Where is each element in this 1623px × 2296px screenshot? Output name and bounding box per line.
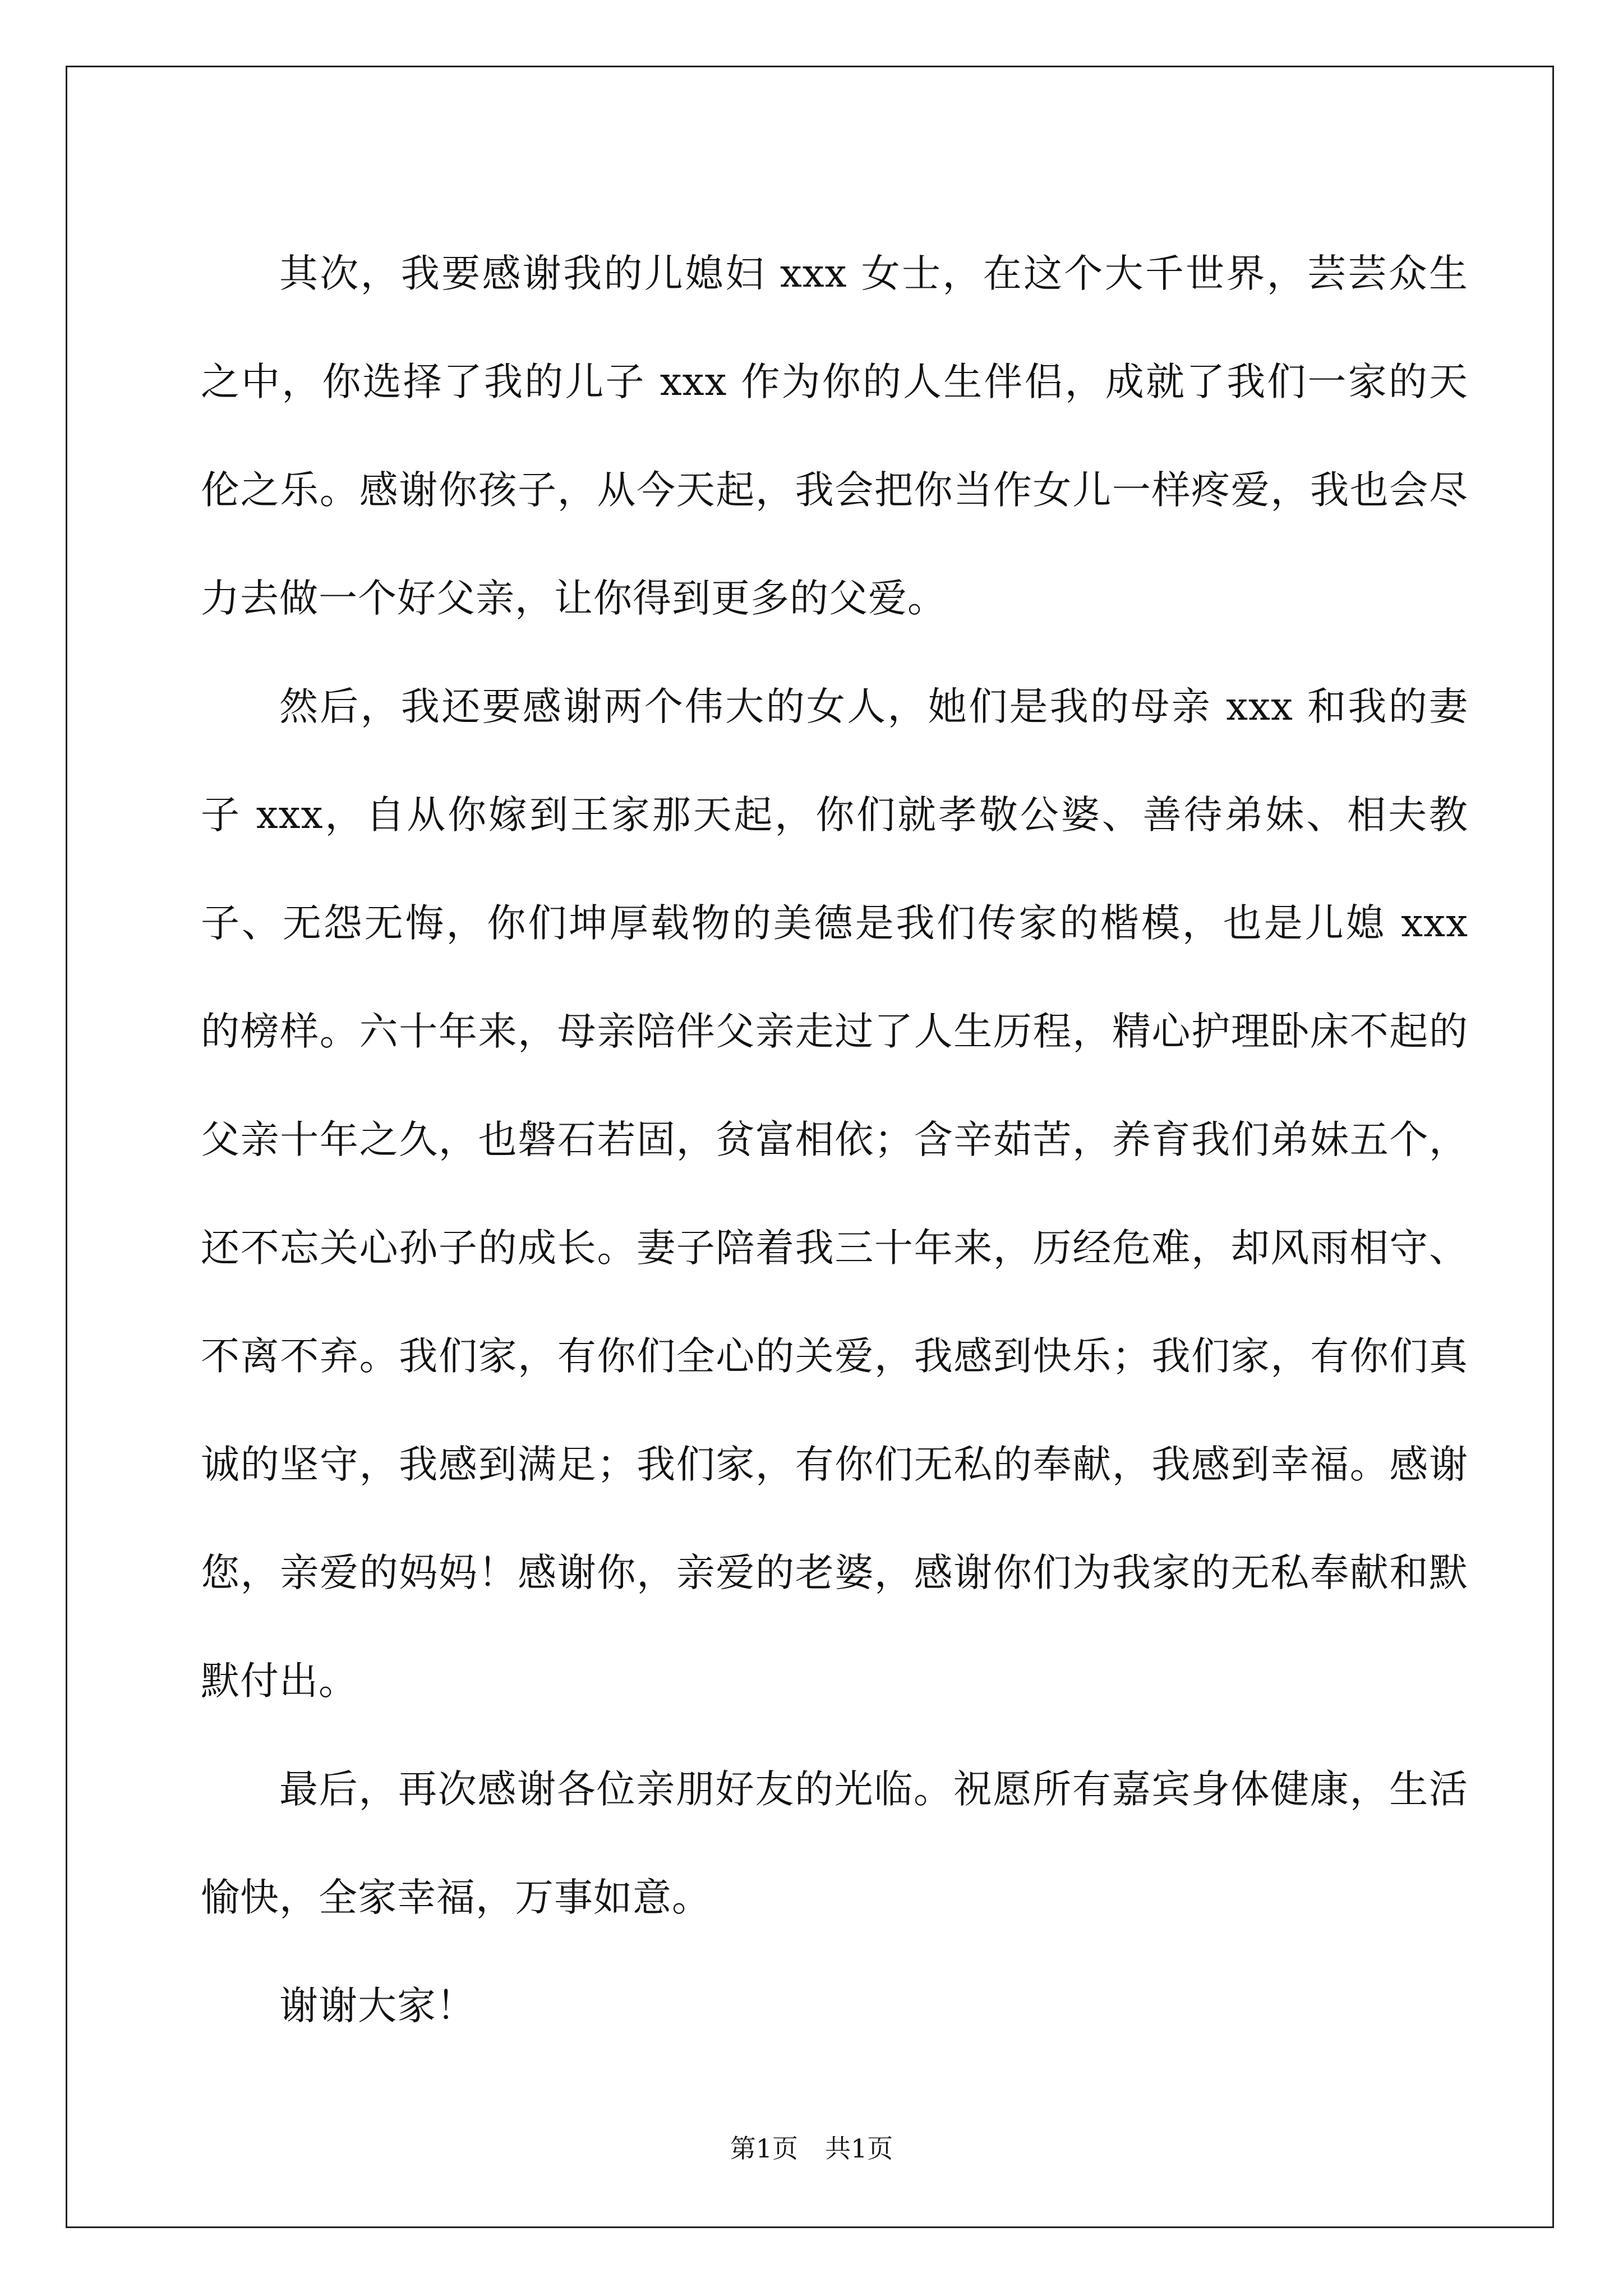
document-body <box>201 220 1468 2060</box>
paragraph-thanks-mother-and-wife: 然后，我还要感谢两个伟大的女人，她们是我的母亲 xxx 和我的妻子 xxx，自从你嫁到王家那天起，你们就孝敬公婆、善待弟妹、相夫教子、无怨无悔，你们坤厚载物的美德是我们传家的楷模，也是儿媳 xxx 的榜样。六十年来，母亲陪伴父亲走过了人生历程，精心护理卧床不起的父亲十年之久，也磐石若固，贫富相依；含辛茹苦，养育我们弟妹五个，还不忘关心孙子的成长。妻子陪着我三十年来，历经危难，却风雨相守、不离不弃。我们家，有你们全心的关爱，我感到快乐；我们家，有你们真诚的坚守，我感到满足；我们家，有你们无私的奉献，我感到幸福。感谢您，亲爱的妈妈！感谢你，亲爱的老婆，感谢你们为我家的无私奉献和默默付出。 <box>201 684 1468 1704</box>
paragraph-thanks-daughter-in-law: 其次，我要感谢我的儿媳妇 xxx 女士，在这个大千世界，芸芸众生之中，你选择了我的儿子 xxx 作为你的人生伴侣，成就了我们一家的天伦之乐。感谢你孩子，从今天起，我会把你当作女儿一样疼爱，我也会尽力去做一个好父亲，让你得到更多的父爱。 <box>201 251 1468 621</box>
paragraph-thank-you: 谢谢大家！ <box>279 1984 476 2028</box>
page-footer <box>0 2132 1623 2165</box>
page-number: 第1页 <box>730 2133 798 2164</box>
paragraph-closing-wishes: 最后，再次感谢各位亲朋好友的光临。祝愿所有嘉宾身体健康，生活愉快，全家幸福，万事如意。 <box>201 1767 1468 1920</box>
page-count: 共1页 <box>825 2133 893 2164</box>
